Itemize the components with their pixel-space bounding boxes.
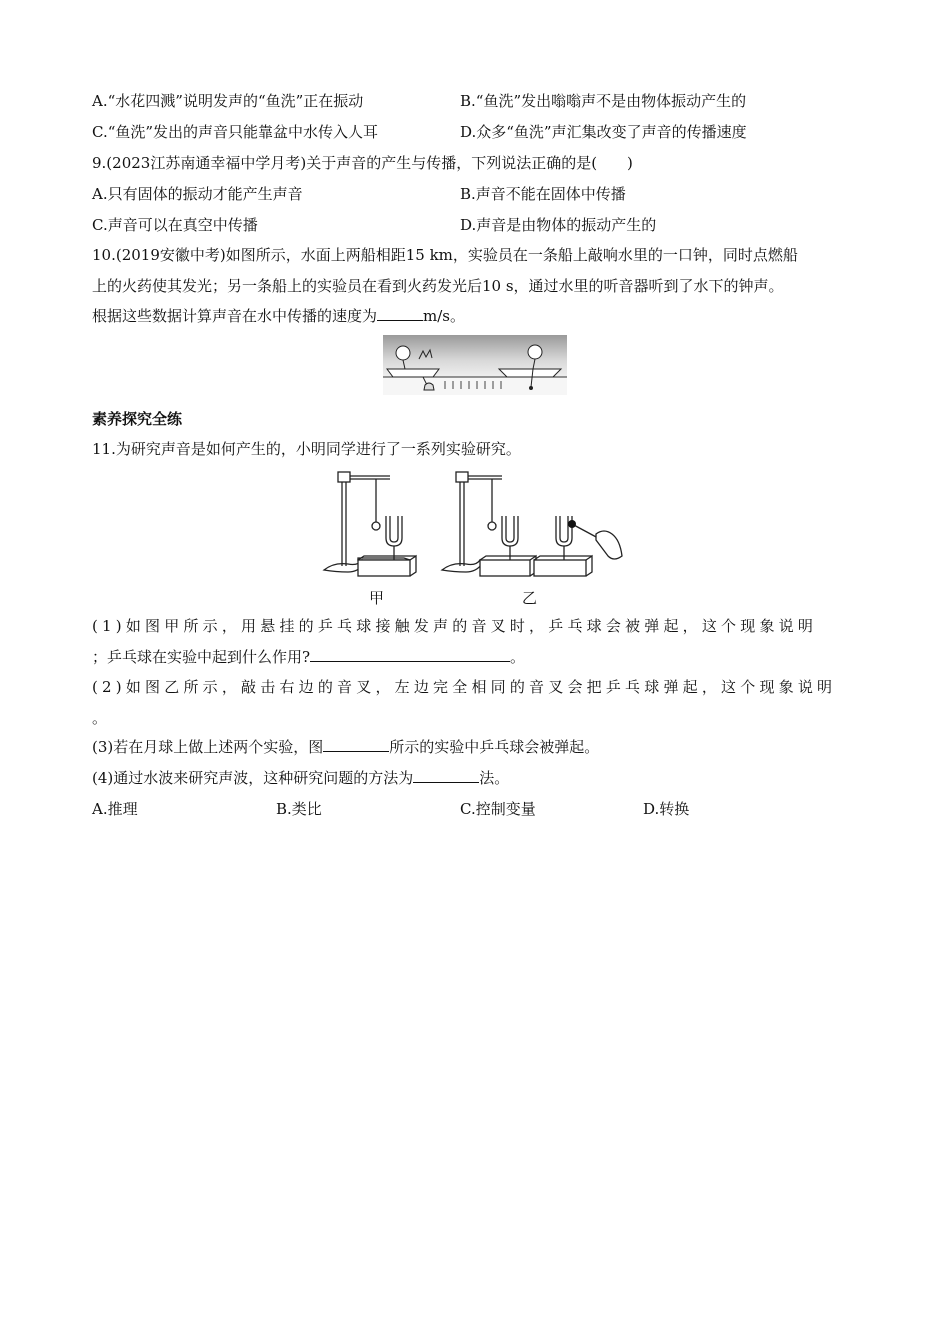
q10-line-3-post: m/s。 [423,307,465,325]
q11-stem: 11.为研究声音是如何产生的，小明同学进行了一系列实验研究。 [92,440,521,458]
q8-option-a: A.“水花四溅”说明发声的“鱼洗”正在振动 [92,92,364,110]
q10-line-3 [92,306,465,326]
figure-label-yi: 乙 [522,589,538,607]
q8-option-b: B.“鱼洗”发出嗡嗡声不是由物体振动产生的 [460,92,747,110]
q11-option-c: C.控制变量 [460,800,536,818]
q11-tuning-fork-figure [320,468,632,580]
q8-option-c: C.“鱼洗”发出的声音只能靠盆中水传入人耳 [92,123,379,141]
q11-part1-line1 [92,616,858,636]
q9-option-a: A.只有固体的振动才能产生声音 [92,185,303,203]
q11-part1-text: (1)如图甲所示，用悬挂的乒乓球接触发声的音叉时，乒乓球会被弹起，这个现象说明 [92,617,818,635]
q11-part4-answer-blank[interactable] [413,768,479,783]
q11-part1-line2-pre: ；乒乓球在实验中起到什么作用? [92,648,311,666]
q11-part4-pre: (4)通过水波来研究声波，这种研究问题的方法为 [92,769,414,787]
q11-option-a: A.推理 [92,800,138,818]
q11-part3-answer-blank[interactable] [323,737,389,752]
q9-option-b: B.声音不能在固体中传播 [460,185,626,203]
q11-part2-line1 [92,677,858,697]
q11-part1-line2-post: 。 [510,648,526,666]
q8-option-d: D.众多“鱼洗”声汇集改变了声音的传播速度 [460,123,747,141]
q11-option-b: B.类比 [276,800,322,818]
figure-label-jia: 甲 [369,589,385,607]
q10-boats-figure [383,335,567,395]
q11-part1-line2 [92,647,525,667]
q9-option-d: D.声音是由物体的振动产生的 [460,216,657,234]
q11-part2-line2: 。 [92,709,108,727]
q10-line-1: 10.(2019安徽中考)如图所示，水面上两船相距15 km，实验员在一条船上敲响水里的一口钟，同时点燃船 [92,246,798,264]
q11-part2-text: (2)如图乙所示，敲击右边的音叉，左边完全相同的音叉会把乒乓球弹起，这个现象说明 [92,678,837,696]
q9-option-c: C.声音可以在真空中传播 [92,216,258,234]
q10-answer-blank[interactable] [377,306,423,321]
q11-part3 [92,737,599,757]
q11-part3-pre: (3)若在月球上做上述两个实验，图 [92,738,324,756]
q10-line-2: 上的火药使其发光；另一条船上的实验员在看到火药发光后10 s，通过水里的听音器听到了水下的钟声。 [92,277,784,295]
q11-option-d: D.转换 [643,800,690,818]
q9-stem: 9.(2023江苏南通幸福中学月考)关于声音的产生与传播，下列说法正确的是( ) [92,154,633,172]
q11-part3-post: 所示的实验中乒乓球会被弹起。 [389,738,600,756]
section-title: 素养探究全练 [92,410,183,428]
q11-part1-answer-blank[interactable] [310,647,510,662]
q10-line-3-pre: 根据这些数据计算声音在水中传播的速度为 [92,307,378,325]
q11-part4 [92,768,509,788]
q11-part4-post: 法。 [479,769,510,787]
